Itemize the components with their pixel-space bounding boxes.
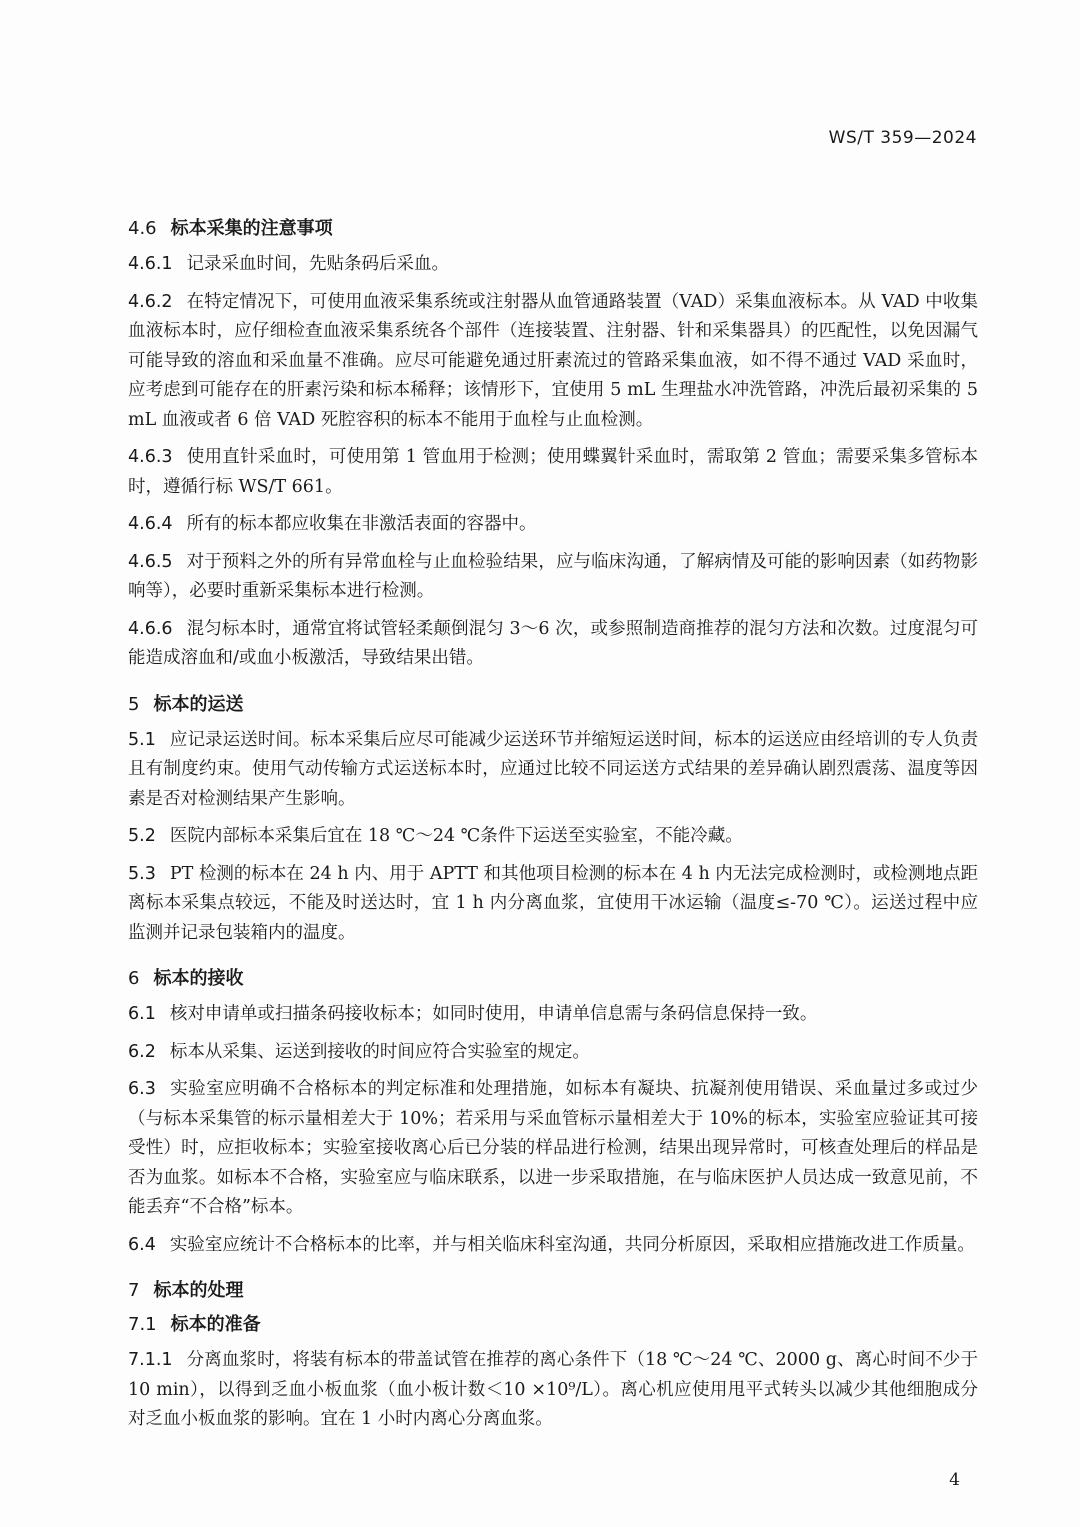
clause-text: 使用直针采血时，可使用第 1 管血用于检测；使用蝶翼针采血时，需取第 2 管血；需要采集多管标本时，遵循行标 WS/T 661。 [128, 447, 978, 497]
clause-4-6-3 [128, 443, 978, 502]
clause-6-2 [128, 1038, 978, 1068]
clause-number: 4.6.3 [128, 447, 173, 467]
clause-number: 6.4 [128, 1234, 156, 1255]
clause-number: 5.2 [128, 826, 156, 846]
section-heading-6 [128, 962, 978, 996]
section-number: 6 [128, 968, 140, 989]
clause-4-6-5 [128, 548, 978, 607]
section-heading-4-6 [128, 212, 978, 246]
section-title: 标本的准备 [170, 1314, 261, 1335]
clause-number: 4.6.6 [128, 618, 173, 639]
clause-text: 所有的标本都应收集在非激活表面的容器中。 [186, 514, 537, 534]
section-heading-7 [128, 1274, 978, 1308]
clause-text: 混匀标本时，通常宜将试管轻柔颠倒混匀 3～6 次，或参照制造商推荐的混匀方法和次数。过度混匀可能造成溶血和/或血小板激活，导致结果出错。 [128, 618, 978, 668]
clause-text: 实验室应明确不合格标本的判定标准和处理措施，如标本有凝块、抗凝剂使用错误、采血量过多或过少（与标本采集管的标示量相差大于 10%；若采用与采血管标示量相差大于 10%的标本，实验室应验证其可接受性）时，应拒收标本；实验室接收离心后已分装的样品进行检测，结果出现异常时，可核查处理后的样品是否为血浆。如标本不合格，实验室应与临床联系，以进一步采取措施，在与临床医护人员达成一致意见前，不能丢弃“不合格”标本。 [128, 1079, 978, 1217]
clause-text: PT 检测的标本在 24 h 内、用于 APTT 和其他项目检测的标本在 4 h 内无法完成检测时，或检测地点距离标本采集点较远，不能及时送达时，宜 1 h 内分离血浆，宜使用干冰运输（温度≤-70 ℃）。运送过程中应监测并记录包装箱内的温度。 [128, 863, 978, 943]
clause-number: 4.6.5 [128, 551, 173, 572]
page-number: 4 [949, 1470, 960, 1490]
clause-number: 4.6.4 [128, 514, 173, 534]
section-number: 4.6 [128, 218, 157, 239]
clause-number: 6.1 [128, 1004, 156, 1024]
clause-number: 5.3 [128, 863, 156, 884]
section-title: 标本的接收 [153, 968, 244, 989]
clause-number: 4.6.1 [128, 254, 173, 274]
document-body [128, 212, 978, 1443]
clause-6-1 [128, 1000, 978, 1030]
clause-text: 实验室应统计不合格标本的比率，并与相关临床科室沟通，共同分析原因，采取相应措施改进工作质量。 [169, 1234, 975, 1255]
clause-text: 医院内部标本采集后宜在 18 ℃～24 ℃条件下运送至实验室，不能冷藏。 [169, 826, 743, 846]
clause-text: 在特定情况下，可使用血液采集系统或注射器从血管通路装置（VAD）采集血液标本。从 VAD 中收集血液标本时，应仔细检查血液采集系统各个部件（连接装置、注射器、针和采集器具）的匹配性，以免因漏气可能导致的溶血和采血量不准确。应尽可能避免通过肝素流过的管路采集血液，如不得不通过 VAD 采血时，应考虑到可能存在的肝素污染和标本稀释；该情形下，宜使用 5 mL 生理盐水冲洗管路，冲洗后最初采集的 5 mL 血液或者 6 倍 VAD 死腔容积的标本不能用于血栓与止血检测。 [128, 291, 978, 430]
clause-6-4 [128, 1231, 978, 1261]
clause-5-3 [128, 860, 978, 949]
section-number: 5 [128, 693, 140, 715]
clause-text: 记录采血时间，先贴条码后采血。 [186, 254, 450, 274]
section-title: 标本采集的注意事项 [170, 218, 333, 239]
clause-5-1 [128, 726, 978, 815]
clause-text: 核对申请单或扫描条码接收标本；如同时使用，申请单信息需与条码信息保持一致。 [169, 1004, 818, 1024]
clause-4-6-1 [128, 250, 978, 280]
clause-number: 4.6.2 [128, 291, 173, 312]
section-title: 标本的运送 [153, 693, 244, 715]
clause-4-6-6 [128, 615, 978, 674]
section-heading-5 [128, 688, 978, 722]
clause-7-1-1 [128, 1346, 978, 1435]
section-heading-7-1 [128, 1308, 978, 1342]
clause-number: 5.1 [128, 729, 156, 750]
clause-4-6-2 [128, 288, 978, 436]
clause-number: 7.1.1 [128, 1350, 173, 1370]
clause-4-6-4 [128, 510, 978, 540]
clause-text: 对于预料之外的所有异常血栓与止血检验结果，应与临床沟通，了解病情及可能的影响因素（如药物影响等），必要时重新采集标本进行检测。 [128, 551, 978, 601]
section-title: 标本的处理 [153, 1280, 244, 1301]
document-code: WS/T 359—2024 [828, 128, 977, 148]
clause-text: 应记录运送时间。标本采集后应尽可能减少运送环节并缩短运送时间，标本的运送应由经培训的专人负责且有制度约束。使用气动传输方式运送标本时，应通过比较不同运送方式结果的差异确认剧烈震荡、温度等因素是否对检测结果产生影响。 [128, 729, 978, 809]
clause-number: 6.3 [128, 1079, 156, 1099]
clause-text: 标本从采集、运送到接收的时间应符合实验室的规定。 [169, 1041, 590, 1062]
clause-5-2 [128, 822, 978, 852]
section-number: 7 [128, 1280, 140, 1301]
clause-6-3 [128, 1075, 978, 1223]
section-number: 7.1 [128, 1314, 157, 1335]
clause-number: 6.2 [128, 1041, 156, 1062]
clause-text: 分离血浆时，将装有标本的带盖试管在推荐的离心条件下（18 ℃～24 ℃、2000 g、离心时间不少于 10 min），以得到乏血小板血浆（血小板计数＜10 ×10⁹/L）。离心机应使用甩平式转头以减少其他细胞成分对乏血小板血浆的影响。宜在 1 小时内离心分离血浆。 [128, 1350, 978, 1429]
